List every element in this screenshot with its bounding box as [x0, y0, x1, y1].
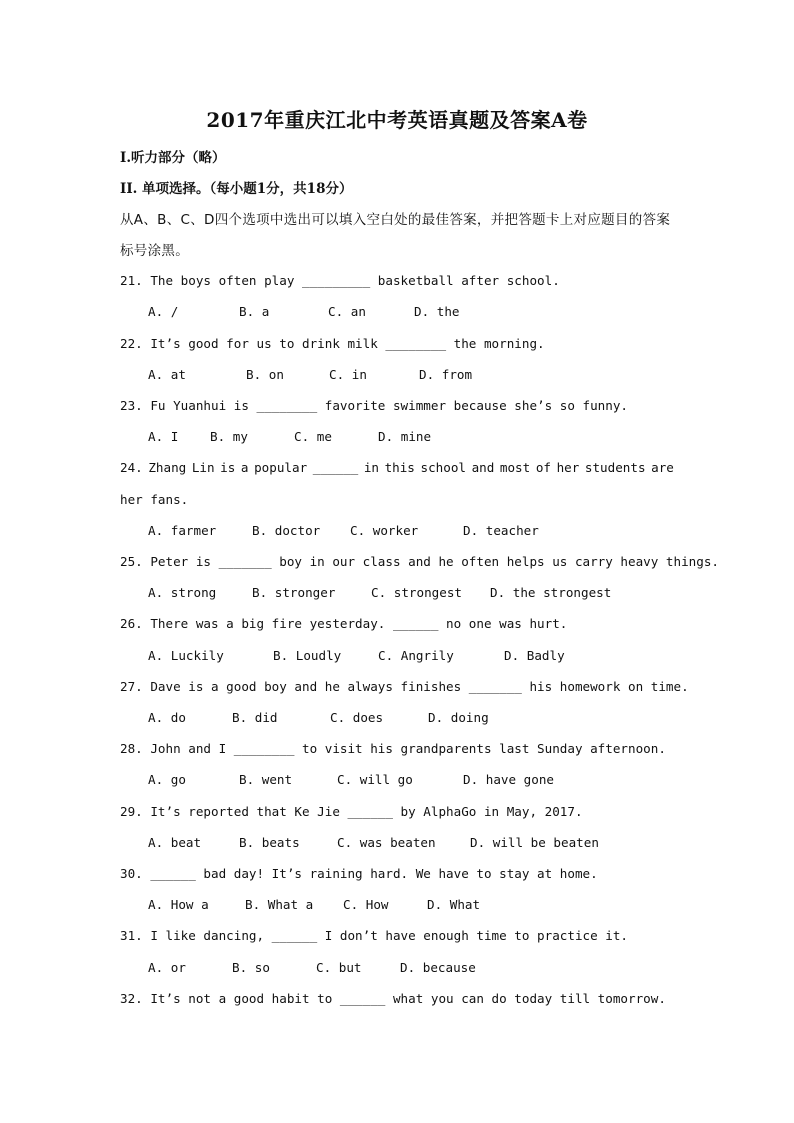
option-d: D. Badly — [504, 648, 565, 663]
question-text: It’s reported that Ke Jie ______ by AlphaGo in May, 2017. — [150, 804, 583, 819]
option-d: D. have gone — [463, 772, 554, 787]
question-number: 28. — [120, 741, 143, 756]
question-number: 30. — [120, 866, 143, 881]
option-b: B. went — [239, 772, 293, 787]
question-number: 23. — [120, 398, 143, 413]
question-text: John and I ________ to visit his grandparents last Sunday afternoon. — [150, 741, 666, 756]
option-d: D. What — [427, 897, 481, 912]
question-26 — [120, 616, 567, 631]
option-b: B. beats — [239, 835, 300, 850]
word: is — [220, 460, 236, 475]
question-30 — [120, 866, 598, 881]
question-31 — [120, 928, 628, 943]
option-a: A. I — [148, 429, 179, 444]
options-26 — [148, 648, 565, 663]
word: Zhang — [148, 460, 187, 475]
word: this — [384, 460, 415, 475]
option-d: D. doing — [428, 710, 489, 725]
question-22 — [120, 336, 545, 351]
option-b: B. doctor — [252, 523, 321, 538]
question-text: It’s good for us to drink milk ________ the morning. — [150, 336, 545, 351]
question-25 — [120, 554, 719, 569]
instructions-line-2: 标号涂黑。 — [120, 243, 189, 259]
word: a — [240, 460, 249, 475]
section-single-choice-heading: II. 单项选择。（每小题1分，共18分） — [120, 181, 353, 197]
option-a: A. or — [148, 960, 186, 975]
question-number: 31. — [120, 928, 143, 943]
question-number: 21. — [120, 273, 143, 288]
option-a: A. farmer — [148, 523, 217, 538]
word: are — [651, 460, 674, 475]
option-a: A. strong — [148, 585, 217, 600]
option-b: B. What a — [245, 897, 314, 912]
question-text: I like dancing, ______ I don’t have enough time to practice it. — [150, 928, 629, 943]
question-text: Peter is _______ boy in our class and he often helps us carry heavy things. — [150, 554, 719, 569]
word: and — [471, 460, 495, 475]
options-23 — [148, 429, 431, 444]
word: popular — [254, 460, 308, 475]
question-number: 24. — [120, 460, 143, 475]
option-a: A. beat — [148, 835, 202, 850]
option-d: D. from — [419, 367, 473, 382]
option-b: B. Loudly — [273, 648, 342, 663]
question-27 — [120, 679, 689, 694]
option-c: C. strongest — [371, 585, 462, 600]
question-24 — [120, 460, 674, 475]
option-b: B. my — [210, 429, 248, 444]
option-d: D. the — [414, 304, 460, 319]
options-25 — [148, 585, 611, 600]
question-text: Fu Yuanhui is ________ favorite swimmer because she’s so funny. — [150, 398, 629, 413]
question-text: The boys often play _________ basketball after school. — [150, 273, 560, 288]
question-number: 27. — [120, 679, 143, 694]
option-a: A. go — [148, 772, 186, 787]
word: her — [556, 460, 580, 475]
word: students — [584, 460, 646, 475]
option-c: C. me — [294, 429, 332, 444]
options-21 — [148, 304, 460, 319]
option-a: A. Luckily — [148, 648, 224, 663]
option-d: D. mine — [378, 429, 432, 444]
option-a: A. at — [148, 367, 186, 382]
option-a: A. / — [148, 304, 179, 319]
options-31 — [148, 960, 476, 975]
options-22 — [148, 367, 472, 382]
question-number: 22. — [120, 336, 143, 351]
options-28 — [148, 772, 554, 787]
section-listening-heading: I.听力部分（略） — [120, 150, 226, 166]
question-number: 32. — [120, 991, 143, 1006]
word: most — [499, 460, 531, 475]
question-29 — [120, 804, 583, 819]
word: in — [363, 460, 379, 475]
options-29 — [148, 835, 599, 850]
option-c: C. Angrily — [378, 648, 454, 663]
question-24-continued: her fans. — [120, 492, 189, 507]
question-21 — [120, 273, 560, 288]
option-a: A. How a — [148, 897, 209, 912]
option-b: B. on — [246, 367, 284, 382]
option-a: A. do — [148, 710, 186, 725]
instructions-line-1: 从A、B、C、D四个选项中选出可以填入空白处的最佳答案，并把答题卡上对应题目的答案 — [120, 212, 671, 228]
word: ______ — [312, 460, 359, 475]
option-d: D. the strongest — [490, 585, 612, 600]
option-c: C. was beaten — [337, 835, 436, 850]
question-28 — [120, 741, 666, 756]
question-number: 26. — [120, 616, 143, 631]
question-23 — [120, 398, 628, 413]
option-c: C. but — [316, 960, 362, 975]
question-text: It’s not a good habit to ______ what you can do today till tomorrow. — [150, 991, 666, 1006]
option-c: C. an — [328, 304, 366, 319]
options-30 — [148, 897, 480, 912]
word: Lin — [191, 460, 215, 475]
question-text: There was a big fire yesterday. ______ no one was hurt. — [150, 616, 568, 631]
option-c: C. How — [343, 897, 389, 912]
question-number: 29. — [120, 804, 143, 819]
question-text: ______ bad day! It’s raining hard. We have to stay at home. — [150, 866, 598, 881]
word: of — [535, 460, 551, 475]
options-24 — [148, 523, 539, 538]
option-b: B. did — [232, 710, 278, 725]
option-c: C. worker — [350, 523, 419, 538]
option-c: C. will go — [337, 772, 413, 787]
option-b: B. stronger — [252, 585, 336, 600]
option-b: B. a — [239, 304, 270, 319]
option-d: D. will be beaten — [470, 835, 599, 850]
option-d: D. teacher — [463, 523, 539, 538]
page-title: 2017年重庆江北中考英语真题及答案A卷 — [206, 108, 588, 132]
option-b: B. so — [232, 960, 270, 975]
word: school — [420, 460, 466, 475]
option-c: C. does — [330, 710, 384, 725]
option-d: D. because — [400, 960, 476, 975]
question-32 — [120, 991, 666, 1006]
question-number: 25. — [120, 554, 143, 569]
option-c: C. in — [329, 367, 367, 382]
options-27 — [148, 710, 489, 725]
question-text: Dave is a good boy and he always finishes _______ his homework on time. — [150, 679, 689, 694]
